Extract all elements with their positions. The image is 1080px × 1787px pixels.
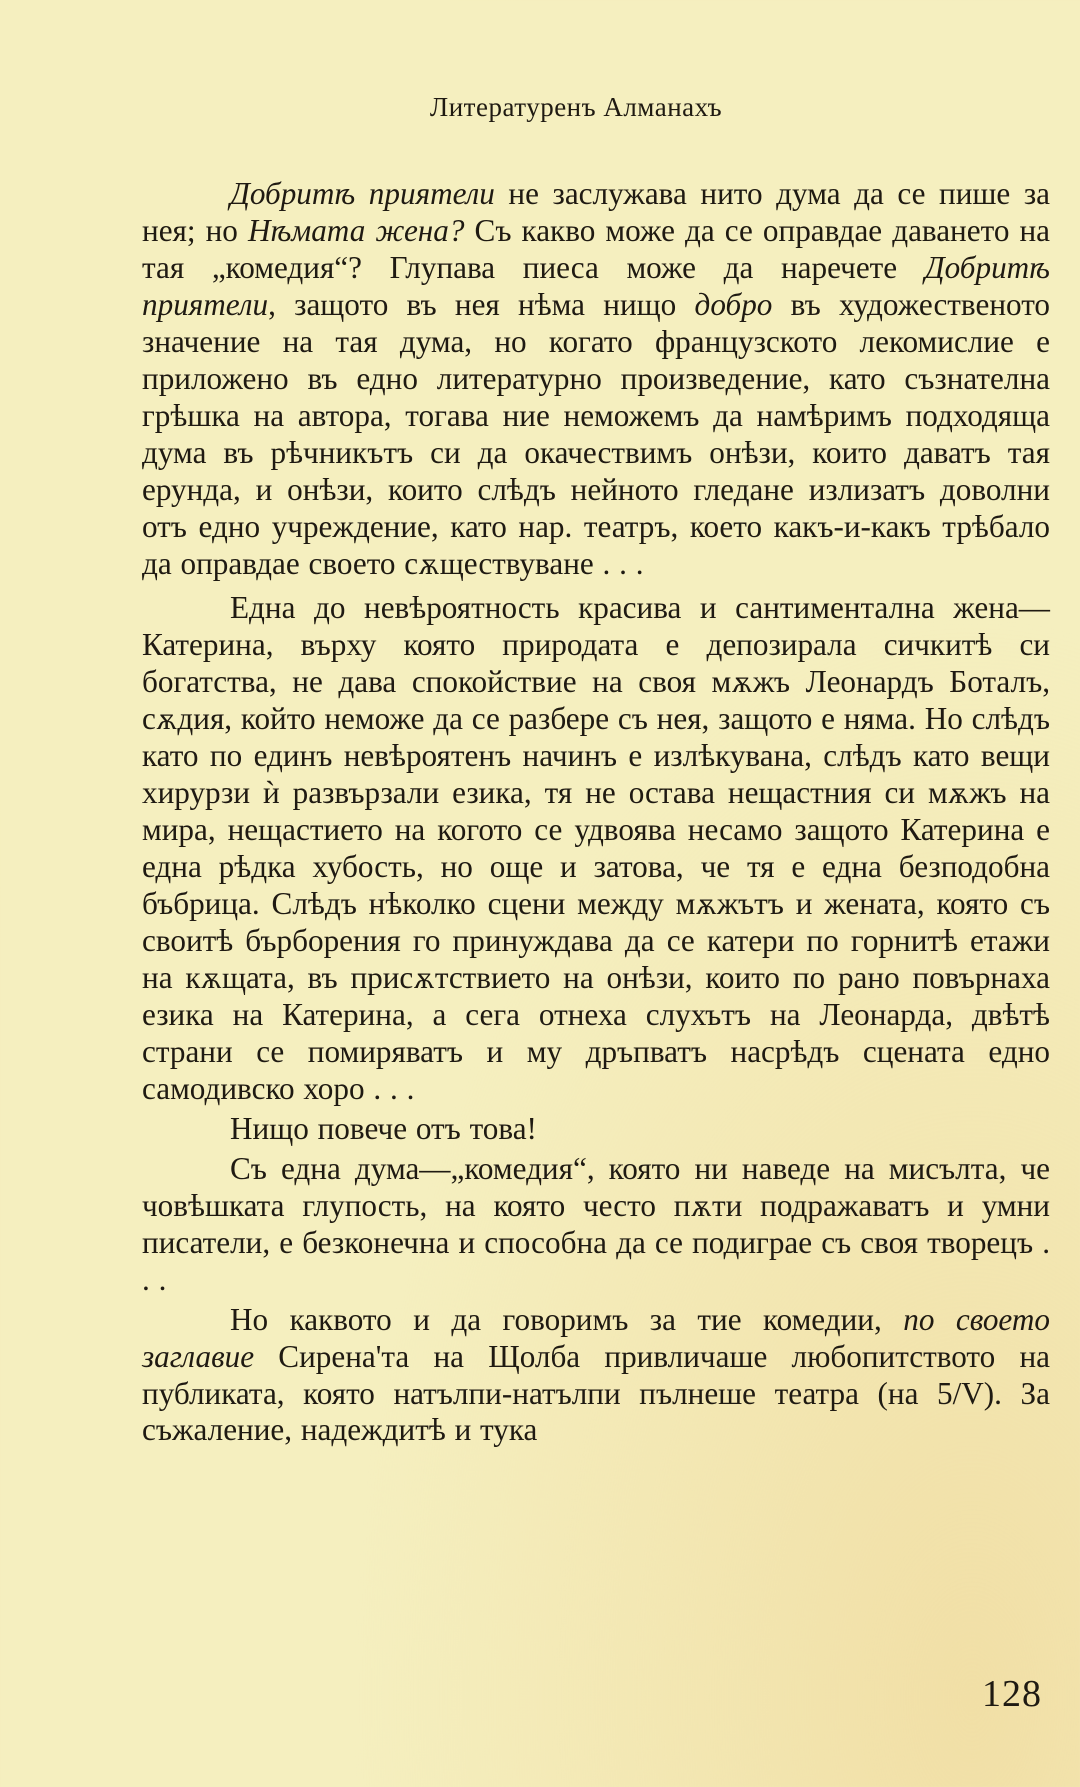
italic-word-good: добро: [694, 286, 773, 322]
paragraph-2: [142, 590, 1050, 1107]
text-span: не заслужава нито дума да се пише за нея; но: [142, 176, 1051, 248]
running-head: Литературенъ Алманахъ: [429, 92, 723, 122]
text-span: Съ какво може да се оправдае даването на тая „комедия“? Глупава пиеса може да наречете: [142, 212, 1051, 285]
italic-title-silent-woman: Нѣмата жена?: [247, 212, 465, 248]
paragraph-4: [142, 1151, 1050, 1299]
text-span: Но каквото и да говоримъ за тие комедии,: [230, 1301, 904, 1337]
text-span: Сирена'та на Щолба привличаше любопитството на публиката, която натълпи-натълпи пълнеше театра (на 5/V). За съжаление, надеждитѣ и тука: [142, 1338, 1050, 1448]
paragraph-1: [142, 176, 1050, 582]
text-span: въ художественото значение на тая дума, но когато французското лекомислие е приложено въ едно литературно произведение, като съзнателна грѣшка на автора, тогава ние неможемъ да намѣримъ подходяща дума въ рѣчникътъ си да окачествимъ онѣзи, които даватъ тая ерунда, и онѣзи, които слѣдъ нейното гледане излизатъ доволни отъ едно учреждение, като нар. театръ, което какъ-и-какъ трѣбало да оправдае своето сѫществуване . . .: [142, 286, 1051, 581]
text-span: , защото въ нея нѣма нищо: [268, 286, 695, 322]
text-span: Една до невѣроятность красива и сантиментална жена—Катерина, върху която природата е депозирала сичкитѣ си богатства, не дава спокойствие на своя мѫжъ Леонардъ Боталъ, сѫдия, който неможе да се разбере съ нея, защото е няма. Но слѣдъ като по единъ невѣроятенъ начинъ е излѣкувана, слѣдъ като вещи хирурзи ѝ развързали езика, тя не остава нещастния си мѫжъ на мира, нещастието на когото се удвоява несамо защото Катерина е една рѣдка хубость, но още и затова, че тя е една безподобна бъбрица. Слѣдъ нѣколко сцени между мѫжътъ и жената, която съ своитѣ бърборения го принуждава да се катери по горнитѣ етажи на кѫщата, въ присѫтствието на онѣзи, които по рано повърнаха езика на Катерина, а сега отнеха слухътъ на Леонарда, двѣтѣ страни се помиряватъ и му дръпватъ насрѣдъ сцената едно самодивско хоро . . .: [142, 590, 1050, 1106]
body-text: [142, 176, 1050, 1449]
italic-title-good-friends: Добритѣ приятели: [230, 176, 495, 211]
italic-by-its-title: по своето заглавие: [142, 1301, 1050, 1374]
italic-title-good-friends: Добритѣ приятели: [142, 249, 1050, 322]
page-number: 128: [982, 1673, 1042, 1715]
paragraph-3: [142, 1111, 1050, 1148]
text-span: Нищо повече отъ това!: [230, 1110, 537, 1146]
text-span: Съ една дума—„комедия“, която ни наведе на мисълта, че човѣшката глупость, на която често пѫти подражаватъ и умни писатели, е безконечна и способна да се подиграе съ своя творецъ . . .: [142, 1150, 1050, 1297]
paragraph-5: [142, 1302, 1050, 1450]
